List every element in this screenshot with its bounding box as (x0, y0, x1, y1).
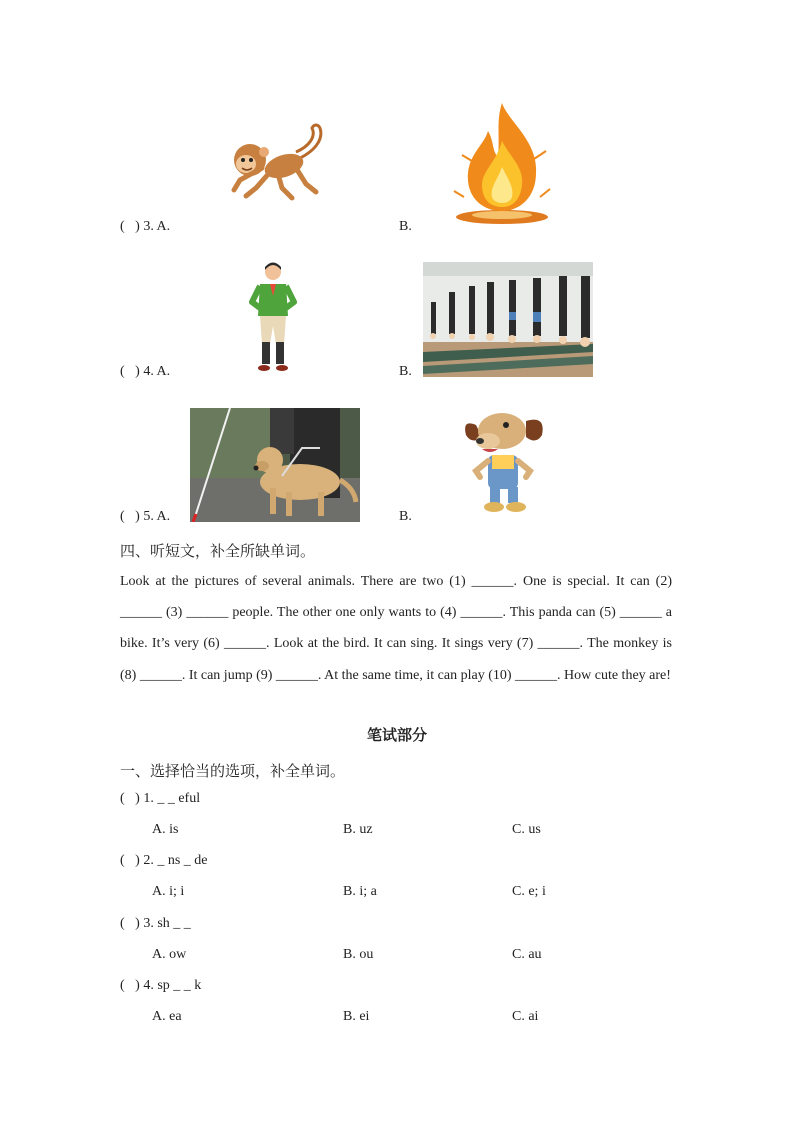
question-2-option-b: B. i; a (343, 884, 377, 899)
question-2-option-c: C. e; i (512, 884, 546, 899)
man-cartoon-icon (248, 262, 298, 374)
question-4-option-b: B. ei (343, 1009, 370, 1024)
guide-dog-photo (190, 408, 360, 522)
handstand-photo (423, 262, 593, 377)
item-3-label: ( ) 3. A. (120, 219, 171, 234)
question-1-option-a: A. is (152, 822, 179, 837)
section-4-passage: Look at the pictures of several animals. There are two (1) ______. One is special. It can (2) ______ (3) ______ people. The other one only wants to (4) ______. This panda can (5) ______ a bike. It’s very (6) ______. Look at the bird. It can sing. It sings very (7) ______. The monkey is (8) ______. It can jump (9) ______. At the same time, it can play (10) ______. How cute they are! (120, 574, 672, 683)
question-4-option-a: A. ea (152, 1009, 182, 1024)
section-4-heading: 四、听短文，补全所缺单词。 (120, 542, 316, 560)
cartoon-dog-icon (462, 405, 548, 513)
question-3-option-a: A. ow (152, 947, 187, 962)
question-3-stem: ( ) 3. sh _ _ (120, 916, 191, 931)
question-1-option-b: B. uz (343, 822, 373, 837)
question-3-option-b: B. ou (343, 947, 374, 962)
item-5-b-label: B. (399, 509, 412, 524)
question-4-stem: ( ) 4. sp _ _ k (120, 978, 202, 993)
written-section-title: 笔试部分 (366, 726, 427, 744)
item-5-label: ( ) 5. A. (120, 509, 171, 524)
item-4-label: ( ) 4. A. (120, 364, 171, 379)
question-2-stem: ( ) 2. _ ns _ de (120, 853, 208, 868)
item-4-b-label: B. (399, 364, 412, 379)
question-4-option-c: C. ai (512, 1009, 539, 1024)
fire-icon (450, 101, 554, 227)
written-section-heading: 一、选择恰当的选项，补全单词。 (120, 762, 346, 780)
question-1-option-c: C. us (512, 822, 541, 837)
item-3-b-label: B. (399, 219, 412, 234)
question-3-option-c: C. au (512, 947, 542, 962)
monkey-icon (226, 122, 328, 208)
question-2-option-a: A. i; i (152, 884, 185, 899)
question-1-stem: ( ) 1. _ _ eful (120, 791, 201, 806)
